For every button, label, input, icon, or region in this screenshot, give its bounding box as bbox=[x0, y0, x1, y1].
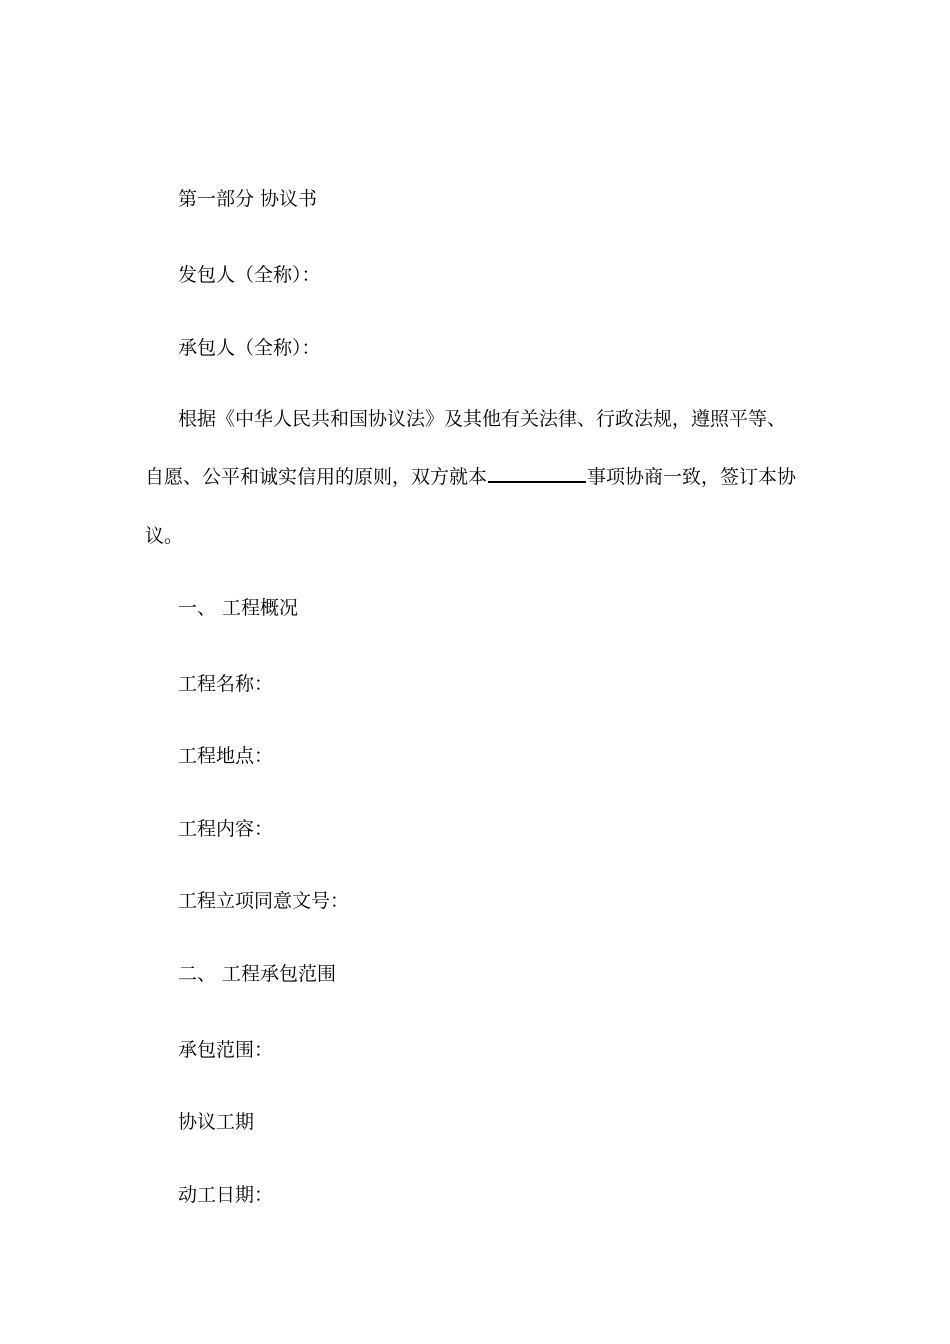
section1-title: 一、 工程概况 bbox=[178, 597, 299, 619]
intro-line-2-before: 自愿、公平和诚实信用的原则，双方就本 bbox=[145, 466, 488, 488]
employer-label: 发包人（全称）： bbox=[178, 264, 321, 286]
intro-line-2 bbox=[145, 465, 796, 489]
intro-line-1: 根据《中华人民共和国协议法》及其他有关法律、行政法规，遵照平等、 bbox=[178, 408, 787, 430]
intro-line-2-after: 事项协商一致，签订本协 bbox=[587, 466, 797, 488]
intro-line-3: 议。 bbox=[145, 525, 184, 547]
contractor-label: 承包人（全称）： bbox=[178, 337, 321, 359]
duration-title: 协议工期 bbox=[178, 1111, 255, 1133]
project-location-label: 工程地点： bbox=[178, 745, 274, 767]
start-date-label: 动工日期： bbox=[178, 1184, 274, 1206]
section2-title: 二、 工程承包范围 bbox=[178, 963, 337, 985]
blank-underline bbox=[488, 467, 586, 483]
project-name-label: 工程名称： bbox=[178, 673, 274, 695]
part-title: 第一部分 协议书 bbox=[178, 188, 318, 210]
project-content-label: 工程内容： bbox=[178, 818, 274, 840]
approval-doc-label: 工程立项同意文号： bbox=[178, 890, 350, 912]
scope-label: 承包范围： bbox=[178, 1039, 274, 1061]
